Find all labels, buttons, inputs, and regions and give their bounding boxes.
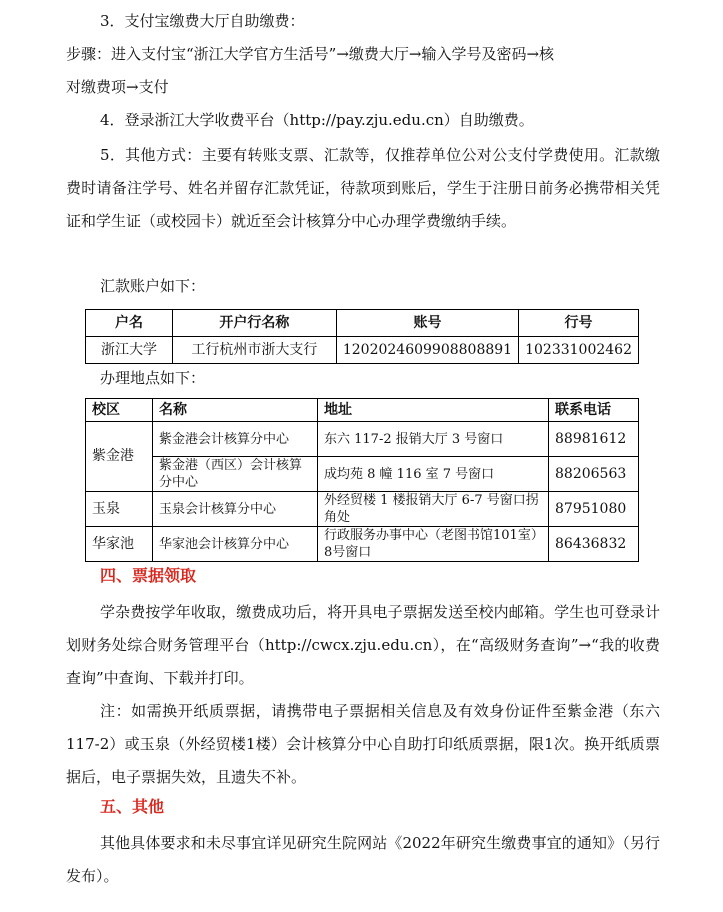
table-row — [86, 492, 639, 527]
section4-paragraph: 学杂费按学年收取，缴费成功后，将开具电子票据发送至校内邮箱。学生也可登录计划财务处综合财务管理平台（http://cwcx.zju.edu.cn），在“高级财务查询”→“我的收费查询”中查询、下载并打印。 — [66, 603, 660, 687]
remit-heading: 汇款账户如下： — [100, 277, 206, 295]
header-cell: 地址 — [318, 399, 549, 422]
phone-cell: 86436832 — [549, 527, 639, 562]
header-cell: 户名 — [86, 310, 173, 337]
header-cell: 账号 — [336, 310, 518, 337]
table-header-row — [86, 310, 639, 337]
phone-cell: 88206563 — [549, 457, 639, 492]
section5-paragraph: 其他具体要求和未尽事宜详见研究生院网站《2022年研究生缴费事宜的通知》（另行发布）。 — [66, 834, 660, 885]
table-row — [86, 422, 639, 457]
phone-cell: 87951080 — [549, 492, 639, 527]
table-row — [86, 457, 639, 492]
header-cell: 行号 — [519, 310, 639, 337]
address-cell: 外经贸楼 1 楼报销大厅 6-7 号窗口拐角处 — [318, 492, 549, 527]
campus-cell: 玉泉 — [86, 492, 153, 527]
center-name: 紫金港会计核算分中心 — [153, 422, 318, 457]
item3-steps: 步骤：进入支付宝“浙江大学官方生活号”→缴费大厅→输入学号及密码→核 — [66, 45, 555, 63]
item3-title: 3．支付宝缴费大厅自助缴费： — [100, 12, 305, 30]
item5-paragraph: 5．其他方式：主要有转账支票、汇款等，仅推荐单位公对公支付学费使用。汇款缴费时请备注学号、姓名并留存汇款凭证，待款项到账后，学生于注册日前务必携带相关凭证和学生证（或校园卡）就近至会计核算分中心办理学费缴纳手续。 — [66, 146, 660, 230]
table-row — [86, 337, 639, 364]
phone-cell: 88981612 — [549, 422, 639, 457]
header-cell: 名称 — [153, 399, 318, 422]
center-name: 华家池会计核算分中心 — [153, 527, 318, 562]
campus-cell: 紫金港 — [86, 422, 153, 492]
header-cell: 校区 — [86, 399, 153, 422]
campus-cell: 华家池 — [86, 527, 153, 562]
account-number: 1202024609908808891 — [336, 337, 518, 364]
address-cell: 成均苑 8 幢 116 室 7 号窗口 — [318, 457, 549, 492]
locations-table — [85, 398, 639, 562]
bank-name: 工行杭州市浙大支行 — [172, 337, 336, 364]
section5-title: 五、其他 — [100, 797, 165, 816]
header-cell: 开户行名称 — [172, 310, 336, 337]
table-row — [86, 527, 639, 562]
center-name: 玉泉会计核算分中心 — [153, 492, 318, 527]
table-header-row — [86, 399, 639, 422]
address-cell: 东六 117-2 报销大厅 3 号窗口 — [318, 422, 549, 457]
section4-note: 注：如需换开纸质票据，请携带电子票据相关信息及有效身份证件至紫金港（东六117-2）或玉泉（外经贸楼1楼）会计核算分中心自助打印纸质票据，限1次。换开纸质票据后，电子票据失效，且遗失不补。 — [66, 702, 660, 786]
item4-text: 4．登录浙江大学收费平台（http://pay.zju.edu.cn）自助缴费。 — [100, 111, 534, 129]
locations-heading: 办理地点如下： — [100, 369, 206, 387]
header-cell: 联系电话 — [549, 399, 639, 422]
remit-account-table — [85, 309, 639, 364]
section4-title: 四、票据领取 — [100, 566, 197, 585]
center-name: 紫金港（西区）会计核算分中心 — [153, 457, 318, 492]
account-name: 浙江大学 — [86, 337, 173, 364]
address-cell: 行政服务办事中心（老图书馆101室）8号窗口 — [318, 527, 549, 562]
item3-steps-cont: 对缴费项→支付 — [66, 78, 169, 96]
bank-code: 102331002462 — [519, 337, 639, 364]
